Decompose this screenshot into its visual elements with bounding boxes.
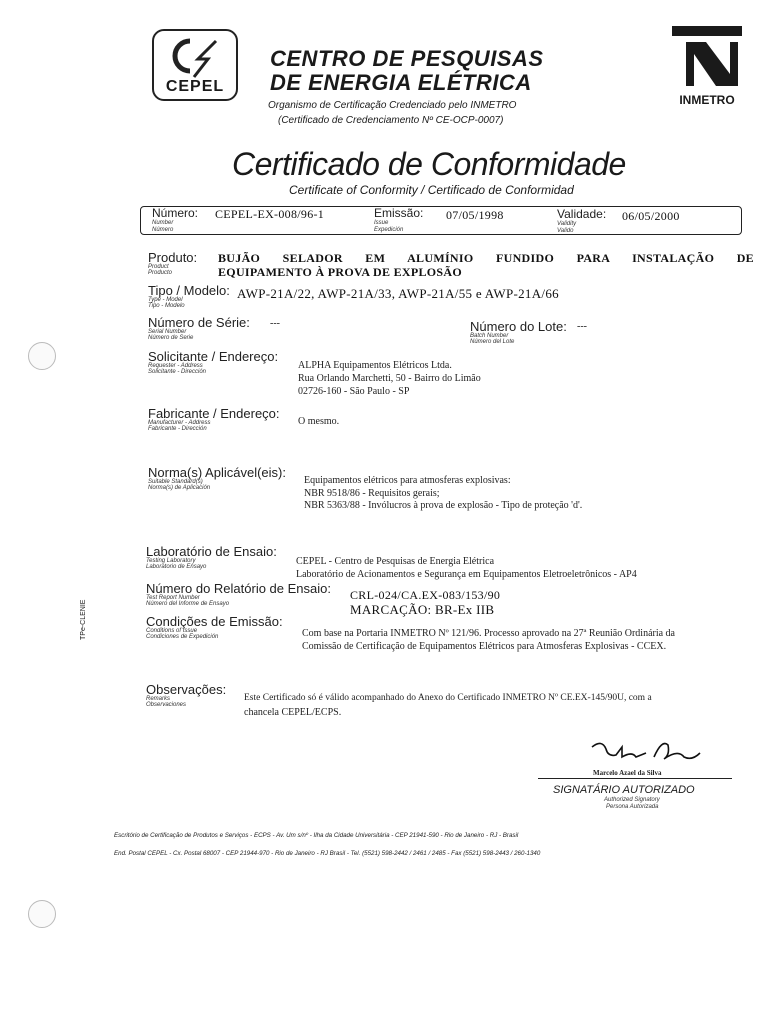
validade-value: 06/05/2000 (622, 209, 680, 223)
org-title-line2: DE ENERGIA ELÉTRICA (270, 70, 532, 95)
tipo-label: Tipo / Modelo: (148, 283, 230, 298)
inmetro-label: INMETRO (679, 93, 735, 107)
signature-scribble (588, 735, 708, 771)
emissao-sub2: Expedición (374, 227, 404, 233)
signatory-name: Marcelo Azael da Silva (593, 769, 662, 777)
solicitante-label: Solicitante / Endereço: (148, 349, 279, 364)
certificate-title: Certificado de Conformidade (232, 146, 626, 182)
relatorio-sub1: Test Report Number (146, 595, 200, 601)
binder-hole-bottom (28, 900, 56, 928)
solicitante-line2: Rua Orlando Marchetti, 50 - Bairro do Limão (298, 373, 481, 384)
solicitante-sub2: Solicitante - Dirección (148, 369, 207, 375)
marcacao-value: MARCAÇÃO: BR-Ex IIB (350, 602, 495, 617)
solicitante-sub1: Requester - Address (148, 363, 203, 369)
obs-line1: Este Certificado só é válido acompanhado do Anexo do Certificado INMETRO Nº CE.EX-145/90U, com a (244, 693, 652, 703)
obs-sub2: Observaciones (146, 702, 187, 708)
signatory-sub2: Persona Autorizada (606, 804, 659, 810)
emissao-label: Emissão: (374, 206, 424, 220)
validade-sub2: Valido (557, 228, 574, 234)
relatorio-sub2: Número del Informe de Ensayo (146, 601, 230, 607)
produto-line2: EQUIPAMENTO À PROVA DE EXPLOSÃO (218, 265, 462, 279)
obs-line2: chancela CEPEL/ECPS. (244, 707, 342, 718)
numero-value: CEPEL-EX-008/96-1 (215, 207, 325, 221)
relatorio-label: Número do Relatório de Ensaio: (146, 581, 331, 596)
norma-line1: Equipamentos elétricos para atmosferas explosivas: (304, 475, 511, 486)
org-title-line1: CENTRO DE PESQUISAS (270, 46, 544, 71)
side-note: TPe-CLENIE (80, 599, 87, 640)
produto-sub1: Product (148, 264, 169, 270)
fabricante-sub1: Manufacturer - Address (148, 420, 211, 426)
solicitante-line1: ALPHA Equipamentos Elétricos Ltda. (298, 360, 452, 371)
signatory-sub1: Authorized Signatory (604, 797, 660, 803)
lote-sub1: Batch Number (470, 333, 509, 339)
validade-sub1: Validity (557, 221, 577, 227)
footer-line1: Escritório de Certificação de Produtos e Serviços - ECPS - Av. Um s/nº - Ilha da Cidade Universitária - CEP 21941-590 - Rio de Janeiro - RJ - Brasil (114, 832, 519, 839)
lab-sub1: Testing Laboratory (146, 558, 196, 564)
fabricante-label: Fabricante / Endereço: (148, 406, 280, 421)
logo-text: CEPEL (165, 78, 225, 95)
binder-hole-top (28, 342, 56, 370)
inmetro-i-icon (672, 26, 742, 88)
cepel-logo (152, 29, 238, 101)
obs-sub1: Remarks (146, 696, 171, 702)
emissao-value: 07/05/1998 (446, 208, 504, 222)
condicoes-sub2: Condiciones de Expedición (146, 634, 219, 640)
produto-label: Produto: (148, 250, 198, 265)
numero-sub1: Number (152, 220, 174, 226)
lab-line2: Laboratório de Acionamentos e Segurança em Equipamentos Eletroeletrônicos - AP4 (296, 569, 637, 580)
tipo-value: AWP-21A/22, AWP-21A/33, AWP-21A/55 e AWP-21A/66 (237, 286, 559, 301)
fabricante-sub2: Fabricante - Dirección (148, 426, 207, 432)
serie-sub2: Número de Serie (148, 335, 194, 341)
lab-label: Laboratório de Ensaio: (146, 544, 277, 559)
inmetro-logo (672, 26, 742, 106)
lightning-c-icon (154, 35, 236, 81)
solicitante-line3: 02726-160 - São Paulo - SP (298, 386, 410, 397)
fabricante-value: O mesmo. (298, 416, 340, 427)
condicoes-label: Condições de Emissão: (146, 614, 283, 629)
produto-sub2: Producto (148, 270, 173, 276)
lab-sub2: Laboratorio de Ensayo (146, 564, 207, 570)
lote-value: --- (577, 321, 587, 332)
tipo-sub2: Tipo - Modelo (148, 303, 185, 309)
tipo-sub1: Type - Model (148, 297, 183, 303)
obs-label: Observações: (146, 682, 227, 697)
lote-label: Número do Lote: (470, 319, 567, 334)
signatory-title: SIGNATÁRIO AUTORIZADO (553, 784, 695, 796)
footer-line2: End. Postal CEPEL - Cx. Postal 68007 - CEP 21944-970 - Rio de Janeiro - RJ Brasil - Tel. (5521) 598-2442 / 2461 / 2485 - Fax (5521) 598-2443 / 260-1340 (114, 850, 541, 857)
norma-sub2: Norma(s) de Aplicación (148, 485, 211, 491)
validade-label: Validade: (557, 207, 607, 221)
organism-line2: (Certificado de Credenciamento Nº CE-OCP-0007) (278, 115, 504, 126)
condicoes-sub1: Conditions of Issue (146, 628, 198, 634)
lab-line1: CEPEL - Centro de Pesquisas de Energia Elétrica (296, 556, 495, 567)
produto-line1: BUJÃO SELADOR EM ALUMÍNIO FUNDIDO PARA INSTALAÇÃO DE (218, 251, 754, 265)
serie-sub1: Serial Number (148, 329, 187, 335)
emissao-sub1: Issue (374, 220, 389, 226)
relatorio-value: CRL-024/CA.EX-083/153/90 (350, 588, 501, 602)
norma-label: Norma(s) Aplicável(eis): (148, 465, 286, 480)
norma-sub1: Suitable Standard(s) (148, 479, 203, 485)
condicoes-line1: Com base na Portaria INMETRO Nº 121/96. Processo aprovado na 27ª Reunião Ordinária da (302, 628, 675, 639)
lote-sub2: Número del Lote (470, 339, 515, 345)
serie-value: --- (270, 318, 280, 329)
certificate-subtitle: Certificate of Conformity / Certificado de Conformidad (289, 183, 574, 197)
numero-sub2: Número (152, 227, 174, 233)
numero-label: Número: (152, 206, 199, 220)
norma-line3: NBR 5363/88 - Invólucros à prova de explosão - Tipo de proteção 'd'. (304, 500, 583, 511)
condicoes-line2: Comissão de Certificação de Equipamentos Elétricos para Atmosferas Explosivas - CCEX. (302, 641, 667, 652)
norma-line2: NBR 9518/86 - Requisitos gerais; (304, 488, 440, 499)
serie-label: Número de Série: (148, 315, 250, 330)
organism-line1: Organismo de Certificação Credenciado pelo INMETRO (268, 100, 517, 111)
